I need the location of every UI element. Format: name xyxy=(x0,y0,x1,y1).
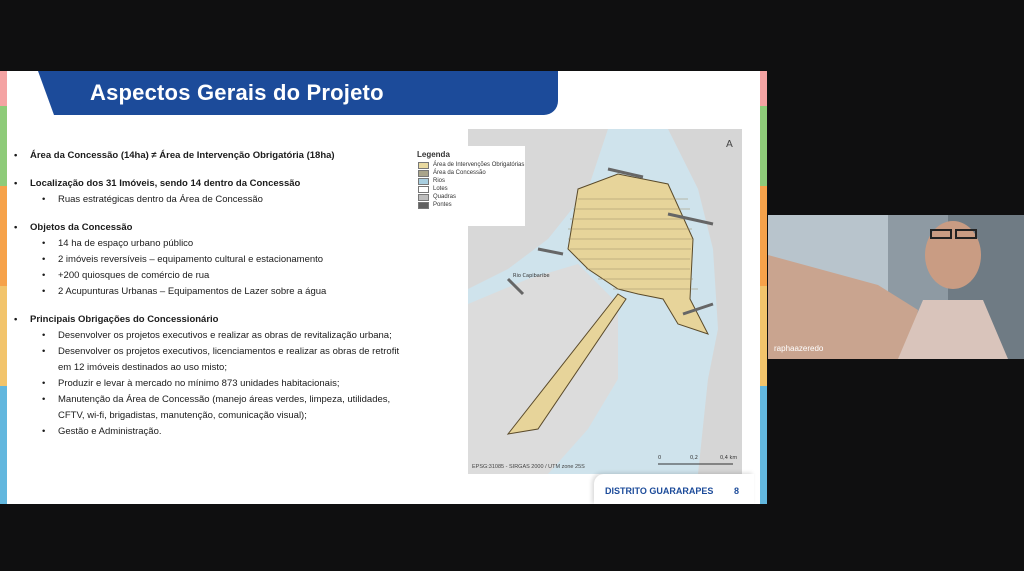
legend-item: Pontes xyxy=(413,201,525,209)
map-legend xyxy=(413,146,525,226)
participant-name: raphaazeredo xyxy=(774,344,824,353)
bullet-item: • 2 Acupunturas Urbanas – Equipamentos de Lazer sobre a água xyxy=(10,284,460,300)
section-1 xyxy=(10,148,460,164)
legend-item: Rios xyxy=(413,177,525,185)
color-strip-right xyxy=(760,106,767,186)
section-heading: • Localização dos 31 Imóveis, sendo 14 dentro da Concessão xyxy=(10,176,460,192)
legend-item: Área da Concessão xyxy=(413,169,525,177)
river-label: Rio Capibaribe xyxy=(513,273,550,279)
participant-video[interactable] xyxy=(768,215,1024,359)
bullet-item: • Desenvolver os projetos executivos, licenciamentos e realizar as obras de retrofit xyxy=(10,344,460,360)
section-heading: • Principais Obrigações do Concessionário xyxy=(10,312,460,328)
svg-text:0,2: 0,2 xyxy=(690,455,698,461)
color-strip-left xyxy=(0,386,7,504)
projection-note: EPSG:31085 - SIRGAS 2000 / UTM zone 25S xyxy=(472,464,585,470)
legend-title: Legenda xyxy=(417,150,450,159)
page-number: 8 xyxy=(734,486,740,496)
color-strip-right xyxy=(760,186,767,286)
svg-text:0: 0 xyxy=(658,455,662,461)
bullet-item: • Gestão e Administração. xyxy=(10,424,460,440)
color-strip-left xyxy=(0,71,7,106)
section-heading: • Área da Concessão (14ha) ≠ Área de Intervenção Obrigatória (18ha) xyxy=(10,148,460,164)
color-strip-right xyxy=(760,286,767,386)
video-frame xyxy=(768,215,1024,359)
legend-item: Lotes xyxy=(413,185,525,193)
color-strip-left xyxy=(0,286,7,386)
bullet-item: • +200 quiosques de comércio de rua xyxy=(10,268,460,284)
bullet-item: • Produzir e levar à mercado no mínimo 873 unidades habitacionais; xyxy=(10,376,460,392)
section-4 xyxy=(10,312,460,440)
slide-footer xyxy=(594,474,754,504)
color-strip-right xyxy=(760,71,767,106)
bullet-item: • 14 ha de espaço urbano público xyxy=(10,236,460,252)
bullet-item: • Ruas estratégicas dentro da Área de Concessão xyxy=(10,192,460,208)
color-strip-right xyxy=(760,386,767,504)
legend-item: Quadras xyxy=(413,193,525,201)
footer-brand: DISTRITO GUARARAPES xyxy=(605,486,714,496)
bullet-continuation: CFTV, wi-fi, brigadistas, manutenção, comunicação visual); xyxy=(58,410,307,421)
section-3 xyxy=(10,220,460,300)
slide-title: Aspectos Gerais do Projeto xyxy=(90,80,384,105)
bullet-item: • Manutenção da Área de Concessão (manejo áreas verdes, limpeza, utilidades, xyxy=(10,392,460,408)
slide-content xyxy=(10,148,460,452)
color-strip-left xyxy=(0,106,7,186)
color-strip-left xyxy=(0,186,7,286)
section-2 xyxy=(10,176,460,208)
north-arrow-icon: A xyxy=(726,139,733,150)
bullet-item: • 2 imóveis reversíveis – equipamento cultural e estacionamento xyxy=(10,252,460,268)
bullet-continuation: em 12 imóveis destinados ao uso misto; xyxy=(58,362,227,373)
legend-item: Área de Intervenções Obrigatórias xyxy=(413,161,525,169)
bullet-item: • Desenvolver os projetos executivos e realizar as obras de revitalização urbana; xyxy=(10,328,460,344)
section-heading: • Objetos da Concessão xyxy=(10,220,460,236)
svg-text:0,4 km: 0,4 km xyxy=(720,455,738,461)
